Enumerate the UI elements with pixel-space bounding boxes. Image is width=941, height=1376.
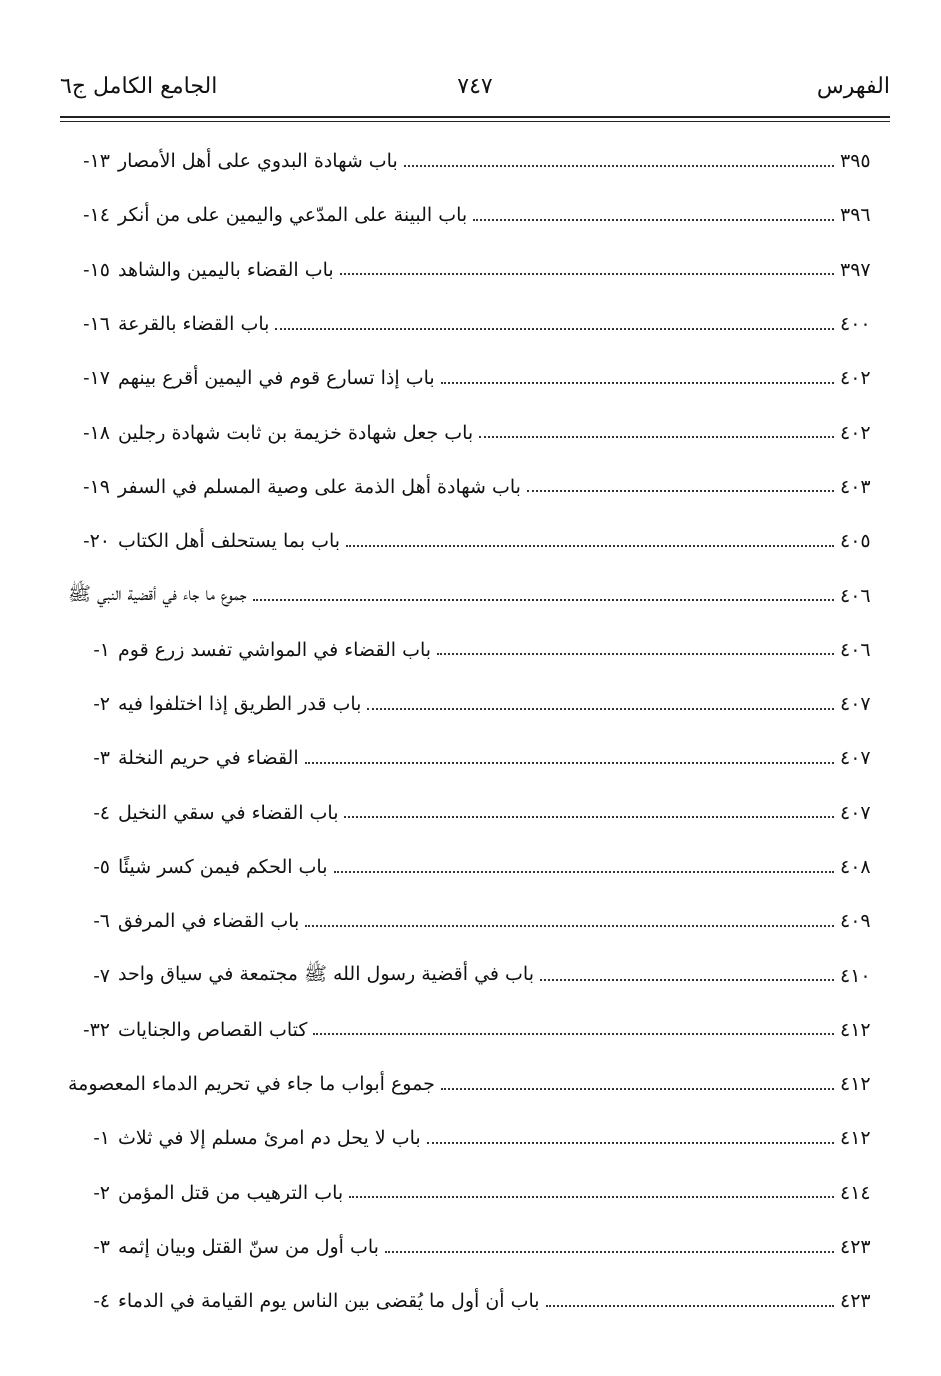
toc-entry[interactable] [60,351,890,405]
dot-leader [305,924,834,927]
entry-number: ٢- [93,693,110,716]
entry-page-number: ٤٠٧ [840,801,871,824]
toc-entry[interactable] [60,677,890,731]
header-rule-thin [60,121,890,122]
entry-page-number: ٤١٤ [840,1181,871,1204]
entry-title: باب القضاء في المرفق [118,910,300,933]
toc-entry[interactable] [60,786,890,840]
page-header [60,62,890,112]
entry-title: كتاب القصاص والجنايات [118,1018,308,1041]
section-title: الفهرس [816,74,890,99]
dot-leader [479,435,834,438]
entry-title: باب قدر الطريق إذا اختلفوا فيه [118,693,362,716]
entry-title: باب الحكم فيمن كسر شيئًا [118,856,328,878]
entry-number: ٥- [93,856,110,878]
toc-entry[interactable] [60,1166,890,1220]
toc-entry[interactable] [60,460,890,514]
entry-number: ٣٢- [83,1018,110,1041]
entry-number: ١٧- [83,367,110,390]
toc-entry[interactable] [60,188,890,242]
entry-title: باب شهادة أهل الذمة على وصية المسلم في السفر [118,475,521,498]
dot-leader [253,598,834,601]
dot-leader [427,1141,834,1144]
entry-page-number: ٤١٢ [840,1018,871,1041]
entry-title: جموع أبواب ما جاء في تحريم الدماء المعصومة [68,1073,435,1096]
entry-title: باب القضاء باليمين والشاهد [118,258,334,281]
entry-title: باب بما يستحلف أهل الكتاب [118,530,341,553]
toc-entry[interactable] [60,894,890,948]
entry-page-number: ٤٠٠ [840,313,871,336]
dot-leader [437,652,834,655]
entry-page-number: ٤٠٦ [840,638,871,661]
entry-number: ٤- [93,801,110,824]
dot-leader [334,870,834,873]
dot-leader [275,327,834,330]
dot-leader [346,544,834,547]
toc-entry[interactable] [60,731,890,785]
entry-title: باب شهادة البدوي على أهل الأمصار [118,150,398,173]
entry-number: ١٤- [83,204,110,227]
toc-entry[interactable] [60,840,890,894]
entry-number: ١٨- [83,421,110,444]
entry-page-number: ٤٢٣ [840,1236,871,1259]
dot-leader [473,218,834,221]
entry-page-number: ٣٩٥ [840,150,871,173]
entry-page-number: ٤٠٦ [840,584,871,607]
entry-number: ٢- [93,1181,110,1204]
book-title: الجامع الكامل ج٦ [60,74,218,99]
toc-entry[interactable] [60,623,890,677]
entry-number: ١٥- [83,258,110,281]
header-rule-thick [60,116,890,118]
toc-entry[interactable] [60,405,890,459]
toc-entry[interactable] [60,1003,890,1057]
entry-title: باب إذا تسارع قوم في اليمين أقرع بينهم [118,367,435,390]
entry-title: باب الترهيب من قتل المؤمن [118,1181,344,1204]
entry-title: باب القضاء بالقرعة [118,313,270,336]
entry-title: باب القضاء في المواشي تفسد زرع قوم [118,638,432,661]
toc-entry[interactable] [60,948,890,1002]
entry-number: ٢٠- [83,530,110,553]
toc-entry[interactable] [60,1111,890,1165]
entry-title: باب القضاء في سقي النخيل [118,801,339,824]
entry-title: باب البينة على المدّعي واليمين على من أنكر [118,204,468,227]
entry-number: ١- [93,1127,110,1150]
entry-title: باب جعل شهادة خزيمة بن ثابت شهادة رجلين [118,421,474,444]
dot-leader [367,707,834,710]
entry-page-number: ٤٠٨ [840,856,871,878]
dot-leader [349,1195,834,1198]
entry-page-number: ٣٩٧ [840,258,871,281]
toc-entry[interactable] [60,1220,890,1274]
dot-leader [344,815,834,818]
page-number: ٧٤٧ [457,74,493,99]
dot-leader [340,272,834,275]
entry-page-number: ٣٩٦ [840,204,871,227]
toc-entry[interactable] [60,514,890,568]
toc-entry[interactable] [60,1274,890,1328]
entry-page-number: ٤٠٧ [840,693,871,716]
entry-page-number: ٤٢٣ [840,1290,871,1313]
dot-leader [527,489,834,492]
entry-number: ١٣- [83,150,110,173]
toc-entry[interactable] [60,568,890,622]
dot-leader [540,978,834,981]
entry-page-number: ٤٠٥ [840,530,871,553]
entry-page-number: ٤١٢ [840,1073,871,1096]
entry-number: ١- [93,638,110,661]
entry-number: ٧- [93,964,110,987]
toc-entry[interactable] [60,134,890,188]
entry-title: باب في أقضية رسول الله ﷺ مجتمعة في سياق واحد [118,962,534,985]
entry-number: ٦- [93,910,110,933]
entry-title: باب لا يحل دم امرئ مسلم إلا في ثلاث [118,1127,421,1150]
entry-page-number: ٤٠٢ [840,421,871,444]
entry-title: باب أن أول ما يُقضى بين الناس يوم القيامة في الدماء [118,1290,540,1313]
entry-title: باب أول من سنّ القتل وبيان إثمه [118,1236,379,1259]
entry-page-number: ٤١٠ [840,964,871,987]
entry-title: جموع ما جاء في أقضية النبي ﷺ [68,582,247,605]
entry-number: ١٦- [83,313,110,336]
dot-leader [546,1304,834,1307]
entry-page-number: ٤٠٩ [840,910,871,933]
entry-page-number: ٤٠٧ [840,747,871,770]
toc-entry[interactable] [60,243,890,297]
entry-number: ٤- [93,1290,110,1313]
entry-page-number: ٤١٢ [840,1127,871,1150]
entry-number: ٣- [93,1236,110,1259]
dot-leader [404,164,834,167]
dot-leader [441,381,834,384]
entry-number: ٣- [93,747,110,770]
dot-leader [441,1087,834,1090]
entry-page-number: ٤٠٢ [840,367,871,390]
dot-leader [385,1250,834,1253]
toc-entry[interactable] [60,1057,890,1111]
dot-leader [305,761,834,764]
entry-number: ١٩- [83,475,110,498]
table-of-contents [60,134,890,1329]
toc-entry[interactable] [60,297,890,351]
entry-page-number: ٤٠٣ [840,475,871,498]
dot-leader [313,1032,834,1035]
entry-title: القضاء في حريم النخلة [118,747,299,770]
